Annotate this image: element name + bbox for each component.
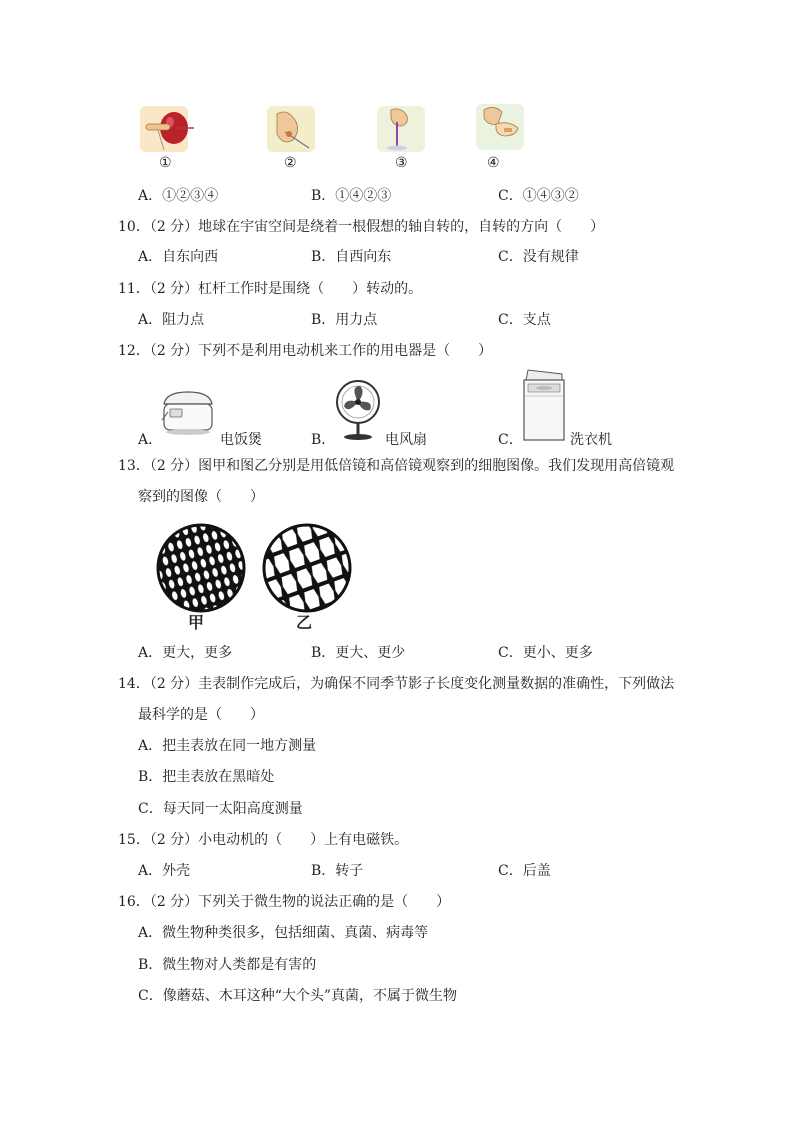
q14-option-b[interactable]: B．把圭表放在黑暗处 — [138, 769, 275, 785]
q10-stem: 10．（2 分）地球在宇宙空间是绕着一根假想的轴自转的，自转的方向（ ） — [118, 219, 605, 235]
q13-stem-line1: 13．（2 分）图甲和图乙分别是用低倍镜和高倍镜观察到的细胞图像。我们发现用高倍镜观 — [118, 458, 675, 474]
figure-label-yi: 乙 — [296, 613, 313, 632]
q16-option-b[interactable]: B．微生物对人类都是有害的 — [138, 957, 317, 973]
q9-option-a[interactable]: A．①②③④ — [138, 188, 219, 204]
q9-figure-3 — [375, 104, 430, 154]
q13-option-a[interactable]: A．更大，更多 — [138, 645, 233, 661]
q14-option-c[interactable]: C．每天同一太阳高度测量 — [138, 801, 303, 817]
q15-option-b[interactable]: B．转子 — [311, 863, 364, 879]
high-power-cell-image — [261, 522, 353, 614]
q14-stem-line2: 最科学的是（ ） — [138, 707, 264, 723]
q9-option-b[interactable]: B．①④②③ — [311, 188, 392, 204]
q9-option-c[interactable]: C．①④③② — [498, 188, 579, 204]
q13-stem-line2: 察到的图像（ ） — [138, 489, 264, 505]
q9-label-1: ① — [159, 155, 172, 171]
q9-label-2: ② — [284, 155, 297, 171]
q12-option-c-letter[interactable]: C． — [498, 432, 523, 448]
q16-stem: 16．（2 分）下列关于微生物的说法正确的是（ ） — [118, 894, 451, 910]
washing-machine-icon — [520, 368, 568, 444]
q12-option-a-name: 电饭煲 — [220, 432, 262, 448]
q14-option-a[interactable]: A．把圭表放在同一地方测量 — [138, 738, 317, 754]
low-power-cell-image — [155, 522, 247, 614]
q9-label-4: ④ — [487, 155, 500, 171]
q11-option-a[interactable]: A．阻力点 — [138, 312, 205, 328]
q12-option-a-letter[interactable]: A． — [138, 432, 163, 448]
q13-option-b[interactable]: B．更大、更少 — [311, 645, 406, 661]
q12-option-b-name: 电风扇 — [385, 432, 427, 448]
q13-option-c[interactable]: C．更小、更多 — [498, 645, 593, 661]
q12-option-b-letter[interactable]: B． — [311, 432, 336, 448]
q10-option-b[interactable]: B．自西向东 — [311, 249, 392, 265]
q9-figure-4 — [474, 102, 529, 152]
q15-stem: 15．（2 分）小电动机的（ ）上有电磁铁。 — [118, 832, 409, 848]
q9-figure-1 — [138, 104, 198, 154]
q14-stem-line1: 14．（2 分）圭表制作完成后，为确保不同季节影子长度变化测量数据的准确性，下列做法 — [118, 676, 675, 692]
rice-cooker-icon — [158, 382, 218, 438]
figure-label-jia: 甲 — [188, 613, 205, 632]
q11-option-b[interactable]: B．用力点 — [311, 312, 378, 328]
q12-stem: 12．（2 分）下列不是利用电动机来工作的用电器是（ ） — [118, 343, 493, 359]
q10-option-a[interactable]: A．自东向西 — [138, 249, 219, 265]
q15-option-c[interactable]: C．后盖 — [498, 863, 551, 879]
q9-figure-2 — [265, 104, 320, 154]
q11-stem: 11．（2 分）杠杆工作时是围绕（ ）转动的。 — [118, 281, 423, 297]
electric-fan-icon — [332, 378, 384, 442]
q16-option-c[interactable]: C．像蘑菇、木耳这种“大个头”真菌，不属于微生物 — [138, 988, 458, 1004]
q9-label-3: ③ — [395, 155, 408, 171]
q10-option-c[interactable]: C．没有规律 — [498, 249, 579, 265]
q11-option-c[interactable]: C．支点 — [498, 312, 551, 328]
q15-option-a[interactable]: A．外壳 — [138, 863, 191, 879]
q16-option-a[interactable]: A．微生物种类很多，包括细菌、真菌、病毒等 — [138, 925, 429, 941]
q12-option-c-name: 洗衣机 — [570, 432, 612, 448]
